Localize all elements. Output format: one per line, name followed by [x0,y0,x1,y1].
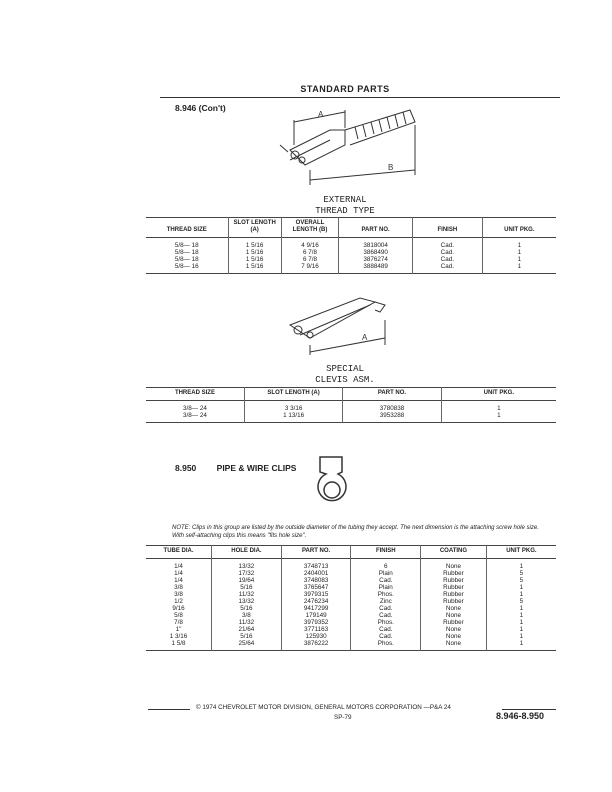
table-cell: 1 [441,401,556,413]
table-cell: Rubber [421,591,487,598]
table-cell: Rubber [421,570,487,577]
table-cell: 5/16 [212,584,282,591]
table-cell: 1 [482,238,556,250]
table-cell: 1 3/16 [169,633,188,640]
table-row [146,256,556,263]
table-cell: Phos. [351,591,421,598]
col-unit-pkg: UNIT PKG. [486,546,556,559]
table-row [146,577,556,584]
pipe-clip-drawing [312,452,357,517]
table-row [146,612,556,619]
table-cell: Rubber [421,619,487,626]
section-heading-8950 [175,463,296,473]
table-cell: 1 5/16 [228,256,281,263]
table-cell: 1" [175,626,182,633]
table-cell: 179149 [281,612,351,619]
table-row [146,584,556,591]
table-cell: None [421,640,487,651]
table-cell: 1 5/16 [228,263,281,274]
page-title: STANDARD PARTS [300,84,390,94]
table-cell: 3748713 [281,559,351,571]
table-cell: Cad. [351,577,421,584]
table-cell: None [421,559,487,571]
table-row [146,598,556,605]
caption-line: THREAD TYPE [315,206,375,216]
table-row [146,559,556,571]
table-cell: 125930 [281,633,351,640]
table-cell: 3953288 [343,412,441,423]
table-row [146,249,556,256]
table-cell: 6 7/8 [281,256,338,263]
table-cell: 1 [482,256,556,263]
table-cell: None [421,612,487,619]
table-cell: 1 5/8 [171,640,186,647]
table-cell: Rubber [421,598,487,605]
table-cell: 3876222 [281,640,351,651]
col-part-no: PART NO. [343,388,441,401]
table-cell: 1 [486,612,556,619]
col-finish: FINISH [351,546,421,559]
table-cell: 3979352 [281,619,351,626]
table-cell: 11/32 [212,619,282,626]
table-cell: 1 [486,559,556,571]
table-cell: 1 [441,412,556,423]
external-thread-table [146,217,556,274]
table-cell: 5 [486,570,556,577]
table-row [146,626,556,633]
col-part-no: PART NO. [281,546,351,559]
table-row [146,619,556,626]
table-cell: Phos. [351,640,421,651]
table-row [146,570,556,577]
dimension-label-a: A [318,110,324,119]
table-cell: Phos. [351,619,421,626]
table-cell: 1 5/16 [228,249,281,256]
title-rule [160,97,560,98]
table-cell: 5/16 [212,605,282,612]
table-cell: 1 13/16 [244,412,342,423]
figure-caption-special-clevis [280,364,410,386]
table-cell: 13/32 [212,559,282,571]
table-cell: 5 [486,577,556,584]
table-cell: 5/8— 18 [174,256,199,263]
table-cell: 5 [486,598,556,605]
table-cell: 9/16 [172,605,185,612]
external-thread-clevis-drawing [270,100,440,190]
table-cell: 1 [482,263,556,274]
table-cell: 1 [486,619,556,626]
dimension-label-b: B [388,163,394,172]
table-cell: 5/8— 18 [174,249,199,256]
table-cell: 2404001 [281,570,351,577]
page-number: SP-79 [334,714,352,721]
special-clevis-drawing [280,290,410,360]
table-cell: 5/8 [174,612,183,619]
col-hole-dia: HOLE DIA. [212,546,282,559]
table-cell: 19/64 [212,577,282,584]
col-unit-pkg: UNIT PKG. [441,388,556,401]
table-cell: 7 9/16 [281,263,338,274]
table-cell: 5/16 [212,633,282,640]
table-cell: Cad. [412,238,482,250]
table-cell: 1 [482,249,556,256]
table-cell: Cad. [351,605,421,612]
col-thread-size: THREAD SIZE [166,227,207,233]
table-cell: 7/8 [174,619,183,626]
table-cell: 6 [351,559,421,571]
table-cell: 1 [486,584,556,591]
section-number: 8.950 [175,463,197,473]
col-part-no: PART NO. [339,218,413,238]
table-cell: Plain [351,584,421,591]
table-cell: 9417299 [281,605,351,612]
caption-line: EXTERNAL [323,195,367,205]
table-cell: 3/8 [212,612,282,619]
table-cell: Zinc [351,598,421,605]
table-cell: None [421,633,487,640]
table-cell: 13/32 [212,598,282,605]
table-cell: 11/32 [212,591,282,598]
table-cell: 3818004 [339,238,413,250]
table-cell: Cad. [412,256,482,263]
table-cell: 1/4 [174,563,183,570]
copyright: © 1974 CHEVROLET MOTOR DIVISION, GENERAL MOTORS CORPORATION —P&A 24 [196,704,451,711]
footer-rule-right [502,709,556,710]
table-cell: 3/8— 24 [183,412,207,419]
table-cell: 3/8— 24 [183,405,207,412]
col-coating: COATING [421,546,487,559]
table-cell: None [421,605,487,612]
table-cell: None [421,626,487,633]
table-row [146,605,556,612]
table-cell: 3771163 [281,626,351,633]
caption-line: CLEVIS ASM. [315,375,375,385]
table-row [146,263,556,274]
table-cell: 3868490 [339,249,413,256]
table-row [146,640,556,651]
table-row [146,412,556,423]
table-cell: Rubber [421,584,487,591]
table-row [146,401,556,413]
table-row [146,238,556,250]
table-cell: 3/8 [174,591,183,598]
table-cell: 1/2 [174,598,183,605]
table-cell: 3748083 [281,577,351,584]
table-cell: 5/8— 16 [174,263,199,270]
table-cell: Plain [351,570,421,577]
table-cell: Cad. [351,612,421,619]
footer-rule-left [148,709,190,710]
table-cell: 3/8 [174,584,183,591]
figure-caption-external-thread [280,195,410,217]
section-heading-8946: 8.946 (Con't) [175,103,226,113]
table-cell: 3888489 [339,263,413,274]
section-range: 8.946-8.950 [496,711,545,721]
table-cell: 1 5/16 [228,238,281,250]
table-cell: 4 9/16 [281,238,338,250]
col-finish: FINISH [412,218,482,238]
dimension-label-a: A [362,333,368,342]
col-tube-dia: TUBE DIA. [163,548,194,554]
table-cell: 17/32 [212,570,282,577]
col-slot-length: SLOT LENGTH (A) [244,388,342,401]
table-cell: 1 [486,640,556,651]
table-cell: 6 7/8 [281,249,338,256]
table-cell: 2476234 [281,598,351,605]
table-cell: 5/8— 18 [174,242,199,249]
table-cell: 3 3/16 [244,401,342,413]
section-title: PIPE & WIRE CLIPS [216,463,297,473]
table-row [146,591,556,598]
table-cell: 3876274 [339,256,413,263]
table-cell: 1 [486,591,556,598]
col-slot-length: SLOT LENGTH (A) [228,218,281,238]
col-unit-pkg: UNIT PKG. [482,218,556,238]
table-cell: 1 [486,605,556,612]
clip-note: NOTE: Clips in this group are listed by the outside diameter of the tubing they accept. The next dimension is the attaching screw hole size. With self-attaching clips this means "fits hole size". [172,525,539,539]
table-cell: 3765647 [281,584,351,591]
col-overall-length: OVERALL LENGTH (B) [281,218,338,238]
table-cell: 1/4 [174,577,183,584]
table-cell: Cad. [351,626,421,633]
col-thread-size: THREAD SIZE [174,390,215,396]
table-cell: 1/4 [174,570,183,577]
table-cell: 25/64 [212,640,282,651]
table-cell: 1 [486,626,556,633]
pipe-wire-clips-table [146,545,556,651]
table-cell: Cad. [351,633,421,640]
table-cell: Rubber [421,577,487,584]
caption-line: SPECIAL [326,364,364,374]
table-cell: 21/64 [212,626,282,633]
table-cell: Cad. [412,263,482,274]
table-cell: 3979315 [281,591,351,598]
special-clevis-table [146,387,556,423]
table-row [146,633,556,640]
table-cell: 3780838 [343,401,441,413]
table-cell: Cad. [412,249,482,256]
table-cell: 1 [486,633,556,640]
